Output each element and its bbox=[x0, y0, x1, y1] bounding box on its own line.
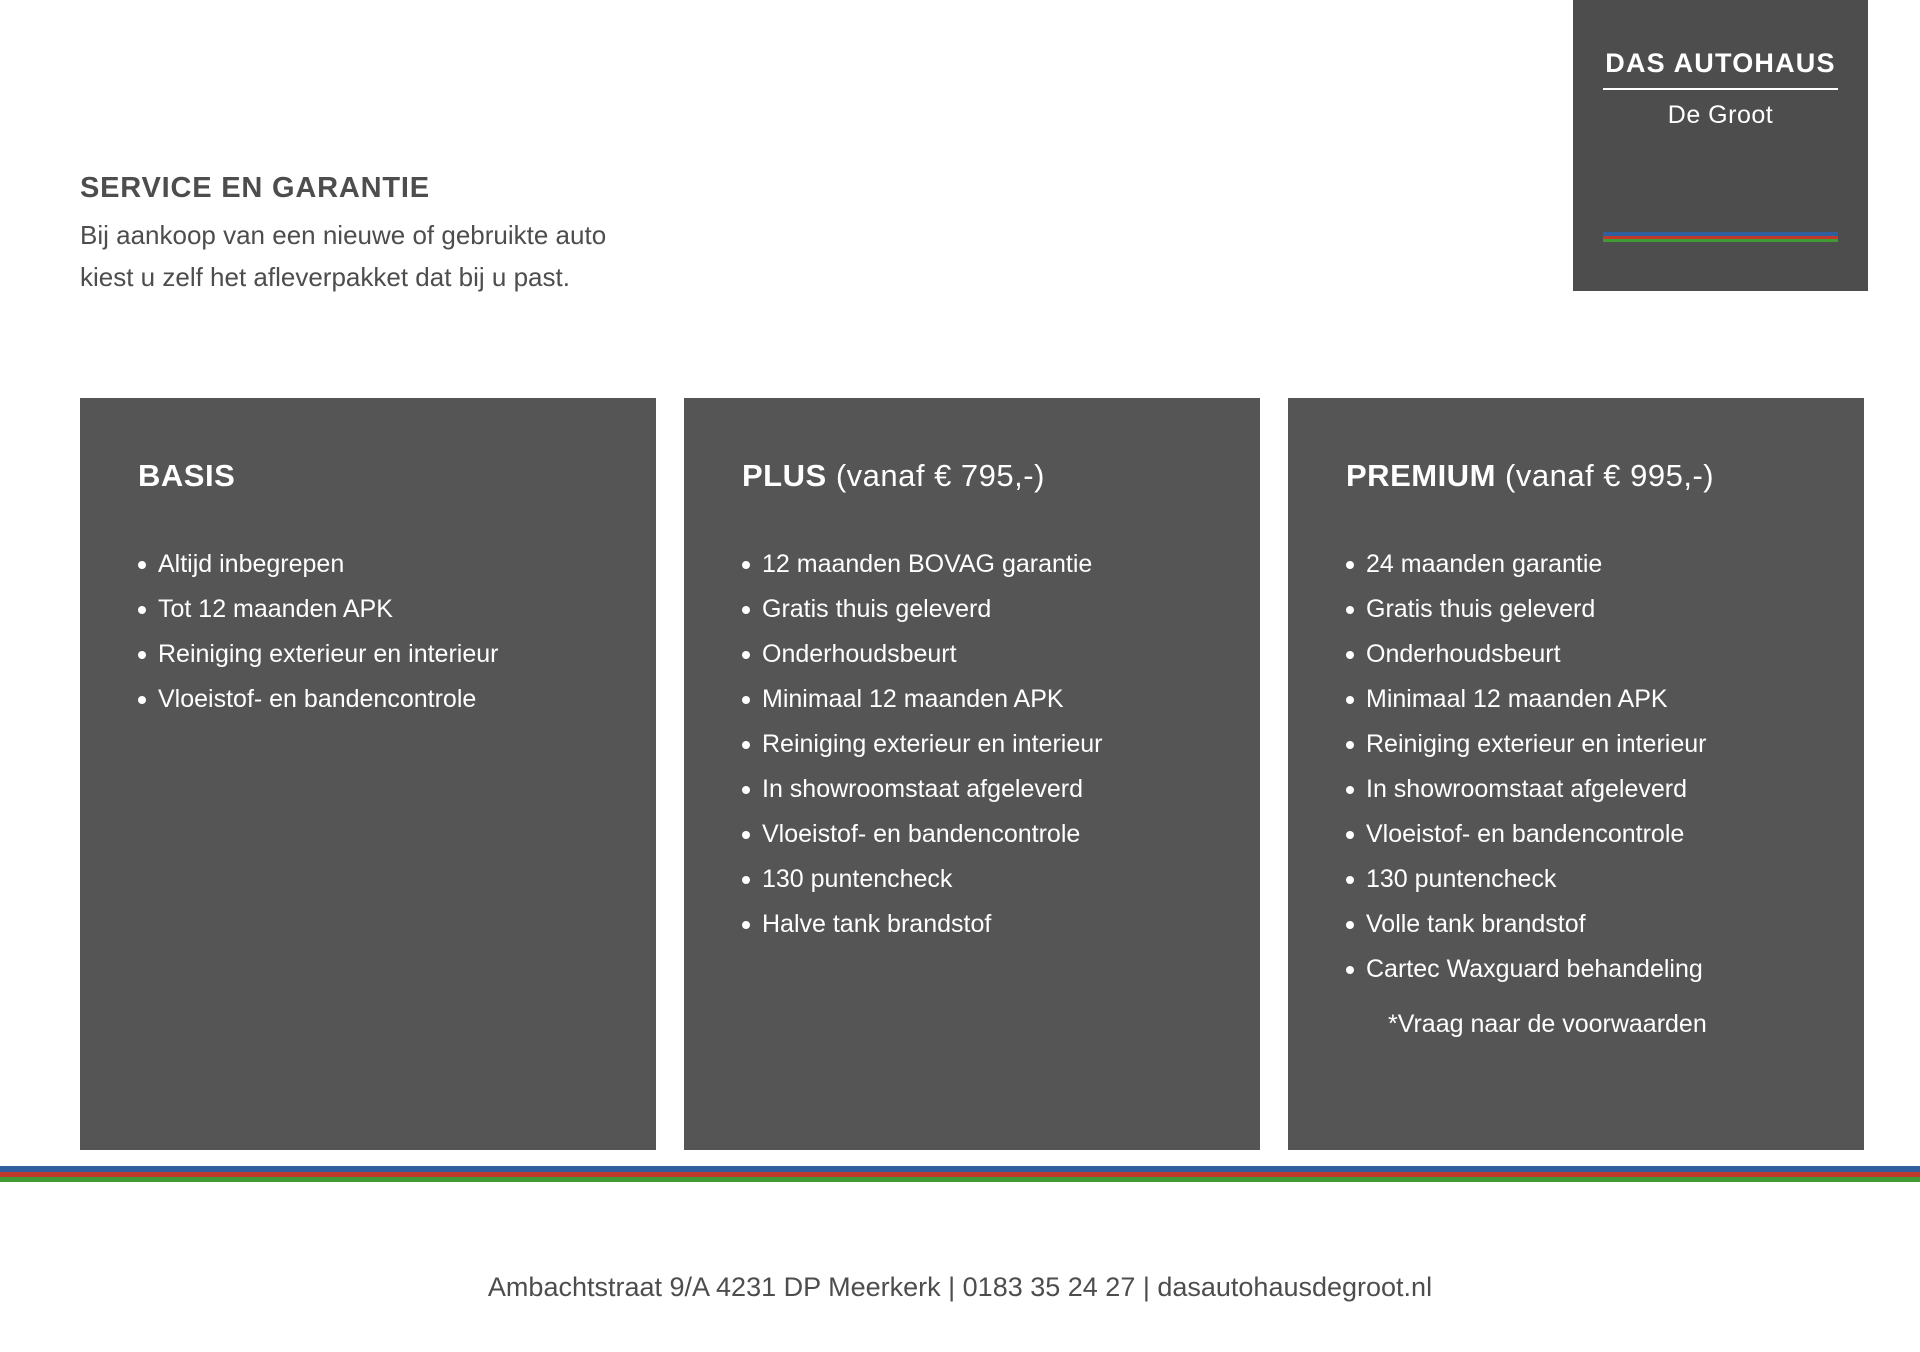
feature-list-plus bbox=[720, 542, 1224, 947]
package-price-plus: (vanaf € 795,-) bbox=[835, 458, 1045, 493]
logo-divider bbox=[1603, 88, 1838, 90]
page-subtitle-line-1: Bij aankoop van een nieuwe of gebruikte auto bbox=[80, 220, 607, 250]
list-item: Reiniging exterieur en interieur bbox=[116, 632, 620, 677]
footer-stripe-green bbox=[0, 1177, 1920, 1182]
list-item: Volle tank brandstof bbox=[1324, 902, 1828, 947]
package-title-basis bbox=[138, 458, 620, 494]
list-item: Tot 12 maanden APK bbox=[116, 587, 620, 632]
footer-contact: Ambachtstraat 9/A 4231 DP Meerkerk | 0183 35 24 27 | dasautohausdegroot.nl bbox=[487, 1272, 1433, 1302]
list-item: Vloeistof- en bandencontrole bbox=[720, 812, 1224, 857]
package-card-premium bbox=[1288, 398, 1864, 1150]
logo-stripes bbox=[1603, 232, 1838, 242]
page-subtitle-line-2: kiest u zelf het afleverpakket dat bij u past. bbox=[80, 262, 570, 292]
package-name-premium: PREMIUM bbox=[1346, 458, 1496, 493]
list-item: Onderhoudsbeurt bbox=[720, 632, 1224, 677]
list-item: In showroomstaat afgeleverd bbox=[720, 767, 1224, 812]
logo-stripe-green bbox=[1603, 239, 1838, 242]
logo-block bbox=[1573, 0, 1868, 291]
list-item: Halve tank brandstof bbox=[720, 902, 1224, 947]
list-item: Reiniging exterieur en interieur bbox=[1324, 722, 1828, 767]
list-item: Vloeistof- en bandencontrole bbox=[116, 677, 620, 722]
package-cards bbox=[80, 398, 1864, 1150]
package-footnote-premium: *Vraag naar de voorwaarden bbox=[1388, 1010, 1707, 1038]
feature-list-basis bbox=[116, 542, 620, 722]
package-name-basis: BASIS bbox=[138, 458, 236, 493]
list-item: 12 maanden BOVAG garantie bbox=[720, 542, 1224, 587]
list-item: Cartec Waxguard behandeling bbox=[1324, 947, 1828, 992]
package-title-premium bbox=[1346, 458, 1828, 494]
list-item: 130 puntencheck bbox=[1324, 857, 1828, 902]
package-card-basis bbox=[80, 398, 656, 1150]
list-item: Minimaal 12 maanden APK bbox=[1324, 677, 1828, 722]
list-item: Reiniging exterieur en interieur bbox=[720, 722, 1224, 767]
list-item: Gratis thuis geleverd bbox=[1324, 587, 1828, 632]
list-item: Altijd inbegrepen bbox=[116, 542, 620, 587]
list-item: Minimaal 12 maanden APK bbox=[720, 677, 1224, 722]
list-item: 130 puntencheck bbox=[720, 857, 1224, 902]
package-card-plus bbox=[684, 398, 1260, 1150]
footer-stripes bbox=[0, 1166, 1920, 1182]
page-title: SERVICE EN GARANTIE bbox=[80, 172, 430, 204]
page-subtitle bbox=[80, 214, 606, 298]
list-item: Vloeistof- en bandencontrole bbox=[1324, 812, 1828, 857]
list-item: Onderhoudsbeurt bbox=[1324, 632, 1828, 677]
logo-title: DAS AUTOHAUS bbox=[1605, 48, 1836, 78]
list-item: Gratis thuis geleverd bbox=[720, 587, 1224, 632]
package-name-plus: PLUS bbox=[742, 458, 827, 493]
package-title-plus bbox=[742, 458, 1224, 494]
list-item: 24 maanden garantie bbox=[1324, 542, 1828, 587]
package-price-premium: (vanaf € 995,-) bbox=[1505, 458, 1715, 493]
list-item: In showroomstaat afgeleverd bbox=[1324, 767, 1828, 812]
feature-list-premium bbox=[1324, 542, 1828, 992]
logo-subtitle: De Groot bbox=[1667, 101, 1774, 129]
